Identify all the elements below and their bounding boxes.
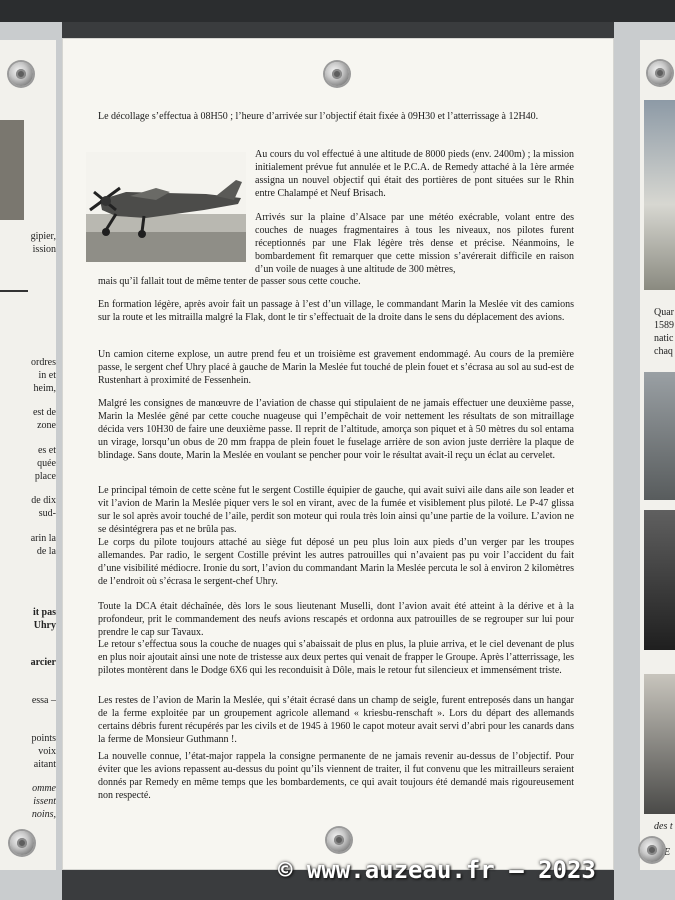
top-frame — [0, 0, 675, 22]
paragraph-3: Arrivés sur la plaine d’Alsace par une météo exécrable, volant entre des couches de nuages fragmentaires à tous les niveaux, nos pilotes furent réceptionnés par une Flak légère très dense et précise. Néanmoins, le bombardement fit remarquer que cette mission s’avérerait difficile en raison d’un voile de nuages à une altitude de 300 mètres, — [255, 212, 574, 275]
screw-bottom-center — [327, 828, 351, 852]
paragraph-9: Le corps du pilote toujours attaché au siège fut déposé un peu plus loin aux pieds d’un verger par les troupes allemandes. Par radio, le sergent Costille prévint les autres patrouilles qui n’avaient pas pu voir l’accident du fait d’une visibilité médiocre. Ironie du sort, l’avion du commandant Marin la Meslée percuta le sol à environ 2 kilomètres de l’endroit où s’écrasa le sergent-chef Uhry. — [98, 537, 574, 587]
p47-aircraft-photo — [86, 152, 246, 262]
right-text-2: des t — [654, 821, 673, 832]
screw-bottom-right-outer — [640, 838, 664, 862]
paragraph-10: Toute la DCA était déchaînée, dès lors le sous lieutenant Muselli, dont l’avion avait été atteint à la dérive et à la profondeur, prit le commandement des neufs avions rescapés et ordonna aux patrouilles de se regrouper sur lui pour prendre le cap sur Tavaux. — [98, 601, 574, 638]
paragraph-11: Le retour s’effectua sous la couche de nuages qui s’abaissait de plus en plus, la pluie arriva, et le ciel devenant de plus en plus noir ajoutait ainsi une note de tristesse aux deux pertes qui venait de frapper le Groupe. Après l’atterrissage, les pilotes montèrent dans le Dodge 6X6 qui les reconduisit à Dôle, mais le retour fut silencieux et immensément triste. — [98, 639, 574, 676]
left-text-2: ordres in et heim, — [31, 357, 56, 394]
screw-top-left-outer — [9, 62, 33, 86]
right-neighbour-panel — [640, 40, 675, 870]
paragraph-2: Au cours du vol effectué à une altitude de 8000 pieds (env. 2400m) ; la mission initialement prévue fut annulée et le P.C.A. de Remedy attaché à la 1ère armée assigna un nouvel objectif qui était des portières de pont situées sur le Rhin entre Chalampé et Neuf Brisach. — [255, 149, 574, 199]
paragraph-13: La nouvelle connue, l’état-major rappela la consigne permanente de ne jamais revenir au-dessus de l’objectif. Pour éviter que les avions repassent au-dessus du point qu’ils viennent de traiter, il fut convenu que les mitrailleurs seraient donnés par Remedy en même temps que les bombardements, ce qui avait toujours été demandé mais rigoureusement non respecté. — [98, 751, 574, 801]
left-divider — [0, 290, 28, 292]
left-text-9: essa – — [31, 695, 56, 706]
right-photo-3 — [644, 510, 675, 650]
paragraph-7: Malgré les consignes de manœuvre de l’aviation de chasse qui stipulaient de ne jamais effectuer une deuxième passe, Marin la Meslée gêné par cette couche nuageuse qui l’empêchait de voir nettement les résultats de son mitraillage décida vers 10H30 de faire une deuxième passe. Il reprit de l’altitude, amorça son piquet et à 50 mètres du sol entama un virage, lorsqu’un obus de 20 mm frappa de plein fouet le fuselage arrière de son avion juste derrière la plaque de blindage. Sans doute, Marin la Meslée en voulant se pencher pour voir le résultat avait-il reçu un éclat au cervelet. — [98, 398, 574, 461]
left-text-4: es et quée place — [34, 445, 56, 482]
paragraph-5: En formation légère, après avoir fait un passage à l’est d’un village, le commandant Marin la Meslée vit des camions sur la route et les mitrailla malgré la Flak, dont le tir s’effectuait de la droite dans le sens du déplacement des avions. — [98, 299, 574, 323]
paragraph-12: Les restes de l’avion de Marin la Meslée, qui s’était écrasé dans un champ de seigle, furent entreposés dans un hangar de la ferme exploitée par un groupement agricole allemand « kriesbu-renschaft ». Lors du départ des allemands certains débris furent récupérés par les civils et de 1945 à 1960 le capot moteur avait servi d’abri pour les canards dans la ferme de Monsieur Guthmann !. — [98, 695, 574, 745]
left-text-1: gipier, ission — [30, 231, 56, 255]
left-text-7: it pas Uhry — [32, 607, 56, 631]
screw-top-right-outer — [648, 61, 672, 85]
left-text-11: omme issent noins, — [31, 783, 56, 820]
left-portrait-photo — [0, 120, 24, 220]
left-text-8: arcier — [30, 657, 56, 668]
right-photo-4 — [644, 674, 675, 814]
left-text-5: de dix sud- — [31, 495, 56, 519]
right-text-1: Quar 1589 natic chaq — [654, 307, 674, 357]
left-neighbour-panel — [0, 40, 56, 870]
left-text-6: arin la de la — [30, 533, 56, 557]
left-text-3: est de zone — [32, 407, 56, 431]
left-text-10: points voix aitant — [31, 733, 56, 770]
copyright-watermark: © www.auzeau.fr – 2023 — [278, 856, 596, 884]
paragraph-8: Le principal témoin de cette scène fut le sergent Costille équipier de gauche, qui avait suivi aile dans aile son leader et vit l’avion de Marin la Meslée piquer vers le sol en virant, avec de la fumée et visiblement plus piloté. Le P-47 glissa sur le sol après avoir touché de l’aile, perdit son moteur qui roula très loin ainsi qu’une partie de la voilure. L’avion ne se désintégrera pas et ne brûla pas. — [98, 485, 574, 535]
screw-top-center — [325, 62, 349, 86]
paragraph-4: mais qu’il fallait tout de même tenter de passer sous cette couche. — [98, 276, 361, 287]
right-photo-2 — [644, 372, 675, 500]
paragraph-6: Un camion citerne explose, un autre prend feu et un troisième est gravement endommagé. Au cours de la première passe, le sergent chef Uhry placé à gauche de Marin la Meslée fut touché de plein fouet et s’écrasa au sol au sud-est de Rustenhart à proximité de Fessenhein. — [98, 349, 574, 386]
right-photo-1 — [644, 100, 675, 290]
right-text-3: E — [664, 847, 671, 858]
paragraph-1: Le décollage s’effectua à 08H50 ; l’heure d’arrivée sur l’objectif était fixée à 09H30 et l’atterrissage à 12H40. — [98, 111, 539, 122]
screw-bottom-left-outer — [10, 831, 34, 855]
